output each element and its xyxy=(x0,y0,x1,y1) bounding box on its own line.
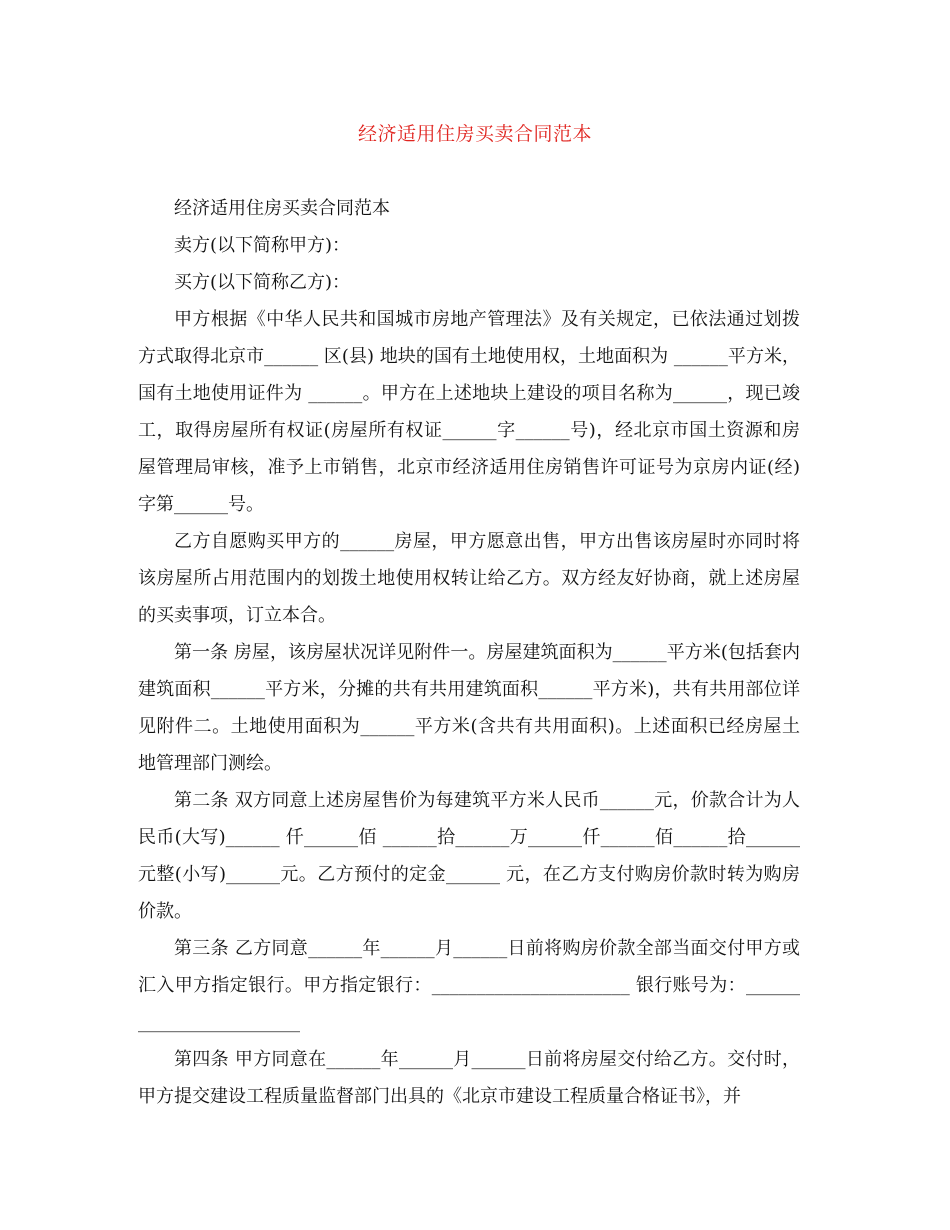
paragraph-seller: 卖方(以下简称甲方)： xyxy=(174,235,351,256)
paragraph-buyer: 买方(以下简称乙方)： xyxy=(174,272,351,293)
paragraph-heading: 经济适用住房买卖合同范本 xyxy=(174,198,390,219)
paragraph-article-3: 第三条 乙方同意______年______月______日前将购房价款全部当面交付甲方或汇入甲方指定银行。甲方指定银行：______________________ 银行账号为：________________________ xyxy=(138,938,800,1033)
document-body xyxy=(138,190,800,1115)
document-title: 经济适用住房买卖合同范本 xyxy=(357,123,592,145)
paragraph-purchase-intent: 乙方自愿购买甲方的______房屋，甲方愿意出售，甲方出售该房屋时亦同时将该房屋所占用范围内的划拨土地使用权转让给乙方。双方经友好协商，就上述房屋的买卖事项，订立本合。 xyxy=(138,531,800,626)
paragraph-article-2: 第二条 双方同意上述房屋售价为每建筑平方米人民币______元，价款合计为人民币(大写)______ 仟______佰 ______拾______万______仟______佰______拾______元整(小写)______元。乙方预付的定金______ 元，在乙方支付购房价款时转为购房价款。 xyxy=(138,790,800,922)
paragraph-article-4: 第四条 甲方同意在______年______月______日前将房屋交付给乙方。交付时，甲方提交建设工程质量监督部门出具的《北京市建设工程质量合格证书》，并 xyxy=(138,1049,800,1107)
paragraph-land-info: 甲方根据《中华人民共和国城市房地产管理法》及有关规定，已依法通过划拨方式取得北京市______ 区(县) 地块的国有土地使用权，土地面积为 ______平方米，国有土地使用证件为 ______。甲方在上述地块上建设的项目名称为______，现已竣工，取得房屋所有权证(房屋所有权证______字______号)，经北京市国土资源和房屋管理局审核，准予上市销售，北京市经济适用住房销售许可证号为京房内证(经)字第______号。 xyxy=(138,309,800,515)
paragraph-article-1: 第一条 房屋，该房屋状况详见附件一。房屋建筑面积为______平方米(包括套内建筑面积______平方米，分摊的共有共用建筑面积______平方米)，共有共用部位详见附件二。土地使用面积为______平方米(含共有共用面积)。上述面积已经房屋土地管理部门测绘。 xyxy=(138,642,800,774)
